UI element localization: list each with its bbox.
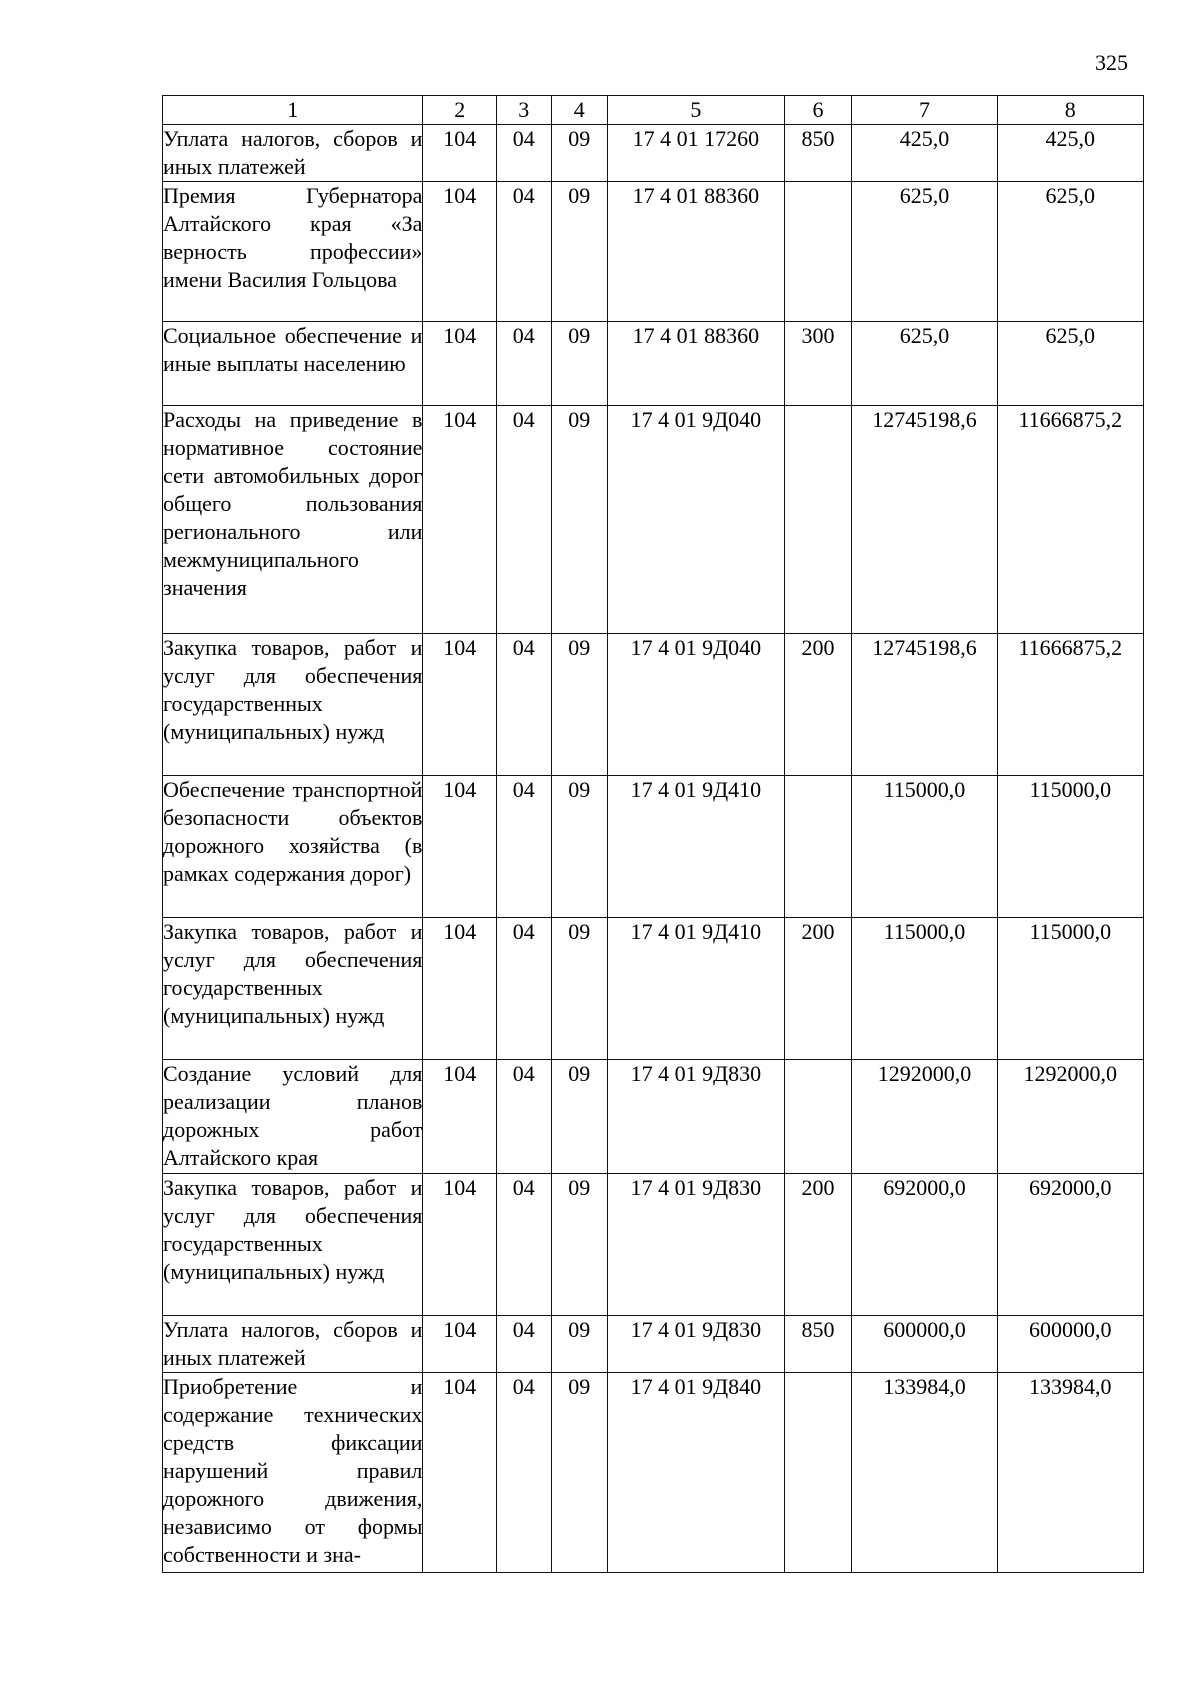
table-row (163, 1316, 1144, 1373)
header-cell: 3 (497, 96, 552, 125)
budget-table (162, 95, 1144, 1573)
header-cell: 8 (997, 96, 1143, 125)
cell-col4: 09 (551, 1060, 608, 1174)
cell-col5: 17 4 01 9Д830 (608, 1060, 785, 1174)
cell-col4: 09 (551, 634, 608, 776)
cell-col7: 115000,0 (852, 776, 997, 918)
cell-col8: 692000,0 (997, 1174, 1143, 1316)
cell-col7: 425,0 (852, 125, 997, 182)
row-name-cell: Обеспечение транспортной безопасности объектов дорожного хозяйства (в рамках содержания дорог) (163, 776, 423, 918)
cell-col2: 104 (423, 1316, 497, 1373)
cell-col6 (784, 406, 852, 634)
header-row (163, 96, 1144, 125)
header-cell: 2 (423, 96, 497, 125)
cell-col8: 11666875,2 (997, 406, 1143, 634)
cell-col4: 09 (551, 125, 608, 182)
cell-col5: 17 4 01 9Д830 (608, 1174, 785, 1316)
cell-col4: 09 (551, 918, 608, 1060)
cell-col8: 625,0 (997, 182, 1143, 322)
cell-col3: 04 (497, 182, 552, 322)
row-name-cell: Уплата налогов, сборов и иных платежей (163, 125, 423, 182)
cell-col3: 04 (497, 776, 552, 918)
cell-col5: 17 4 01 88360 (608, 322, 785, 406)
header-cell: 5 (608, 96, 785, 125)
cell-col4: 09 (551, 776, 608, 918)
row-name-cell: Приобретение и содержание технических средств фиксации нарушений правил дорожного движения, независимо от формы собственности и зна- (163, 1373, 423, 1573)
table-row (163, 125, 1144, 182)
cell-col2: 104 (423, 1060, 497, 1174)
cell-col7: 625,0 (852, 182, 997, 322)
cell-col2: 104 (423, 918, 497, 1060)
cell-col7: 1292000,0 (852, 1060, 997, 1174)
cell-col6 (784, 182, 852, 322)
table-row (163, 1174, 1144, 1316)
cell-col7: 692000,0 (852, 1174, 997, 1316)
page-number: 325 (1095, 50, 1128, 75)
table-row (163, 322, 1144, 406)
cell-col2: 104 (423, 322, 497, 406)
table-row (163, 406, 1144, 634)
header-cell: 1 (163, 96, 423, 125)
table-row (163, 1060, 1144, 1174)
cell-col6: 300 (784, 322, 852, 406)
table-row (163, 634, 1144, 776)
cell-col4: 09 (551, 406, 608, 634)
cell-col8: 133984,0 (997, 1373, 1143, 1573)
cell-col2: 104 (423, 634, 497, 776)
cell-col2: 104 (423, 406, 497, 634)
cell-col3: 04 (497, 1060, 552, 1174)
cell-col2: 104 (423, 125, 497, 182)
cell-col3: 04 (497, 918, 552, 1060)
cell-col5: 17 4 01 9Д040 (608, 634, 785, 776)
cell-col5: 17 4 01 9Д830 (608, 1316, 785, 1373)
table-row (163, 182, 1144, 322)
cell-col6 (784, 1060, 852, 1174)
cell-col8: 625,0 (997, 322, 1143, 406)
table-row (163, 1373, 1144, 1573)
cell-col3: 04 (497, 125, 552, 182)
row-name-cell: Уплата налогов, сборов и иных платежей (163, 1316, 423, 1373)
cell-col5: 17 4 01 9Д040 (608, 406, 785, 634)
cell-col6: 200 (784, 1174, 852, 1316)
cell-col4: 09 (551, 1316, 608, 1373)
row-name-cell: Социальное обеспечение и иные выплаты населению (163, 322, 423, 406)
cell-col5: 17 4 01 9Д410 (608, 776, 785, 918)
cell-col7: 133984,0 (852, 1373, 997, 1573)
cell-col6: 200 (784, 634, 852, 776)
cell-col2: 104 (423, 1174, 497, 1316)
cell-col3: 04 (497, 406, 552, 634)
cell-col2: 104 (423, 182, 497, 322)
cell-col3: 04 (497, 1373, 552, 1573)
cell-col7: 625,0 (852, 322, 997, 406)
cell-col8: 11666875,2 (997, 634, 1143, 776)
cell-col7: 115000,0 (852, 918, 997, 1060)
cell-col3: 04 (497, 634, 552, 776)
cell-col6 (784, 1373, 852, 1573)
row-name-cell: Создание условий для реализации планов дорожных работ Алтайского края (163, 1060, 423, 1174)
cell-col2: 104 (423, 1373, 497, 1573)
cell-col6: 850 (784, 1316, 852, 1373)
cell-col4: 09 (551, 1174, 608, 1316)
cell-col7: 12745198,6 (852, 634, 997, 776)
cell-col4: 09 (551, 322, 608, 406)
cell-col4: 09 (551, 1373, 608, 1573)
cell-col6: 850 (784, 125, 852, 182)
cell-col8: 600000,0 (997, 1316, 1143, 1373)
cell-col5: 17 4 01 9Д410 (608, 918, 785, 1060)
cell-col8: 115000,0 (997, 918, 1143, 1060)
cell-col7: 12745198,6 (852, 406, 997, 634)
row-name-cell: Закупка товаров, работ и услуг для обеспечения государственных (муниципальных) нужд (163, 918, 423, 1060)
table-row (163, 918, 1144, 1060)
cell-col5: 17 4 01 17260 (608, 125, 785, 182)
cell-col3: 04 (497, 1316, 552, 1373)
cell-col6 (784, 776, 852, 918)
table-row (163, 776, 1144, 918)
cell-col8: 115000,0 (997, 776, 1143, 918)
header-cell: 4 (551, 96, 608, 125)
cell-col5: 17 4 01 88360 (608, 182, 785, 322)
cell-col8: 1292000,0 (997, 1060, 1143, 1174)
row-name-cell: Премия Губернатора Алтайского края «За верность профессии» имени Василия Гольцова (163, 182, 423, 322)
cell-col8: 425,0 (997, 125, 1143, 182)
cell-col3: 04 (497, 1174, 552, 1316)
cell-col4: 09 (551, 182, 608, 322)
cell-col6: 200 (784, 918, 852, 1060)
row-name-cell: Закупка товаров, работ и услуг для обеспечения государственных (муниципальных) нужд (163, 634, 423, 776)
row-name-cell: Закупка товаров, работ и услуг для обеспечения государственных (муниципальных) нужд (163, 1174, 423, 1316)
cell-col5: 17 4 01 9Д840 (608, 1373, 785, 1573)
row-name-cell: Расходы на приведение в нормативное состояние сети автомобильных дорог общего пользования регионального или межмуниципального значения (163, 406, 423, 634)
cell-col2: 104 (423, 776, 497, 918)
cell-col3: 04 (497, 322, 552, 406)
cell-col7: 600000,0 (852, 1316, 997, 1373)
header-cell: 7 (852, 96, 997, 125)
header-cell: 6 (784, 96, 852, 125)
